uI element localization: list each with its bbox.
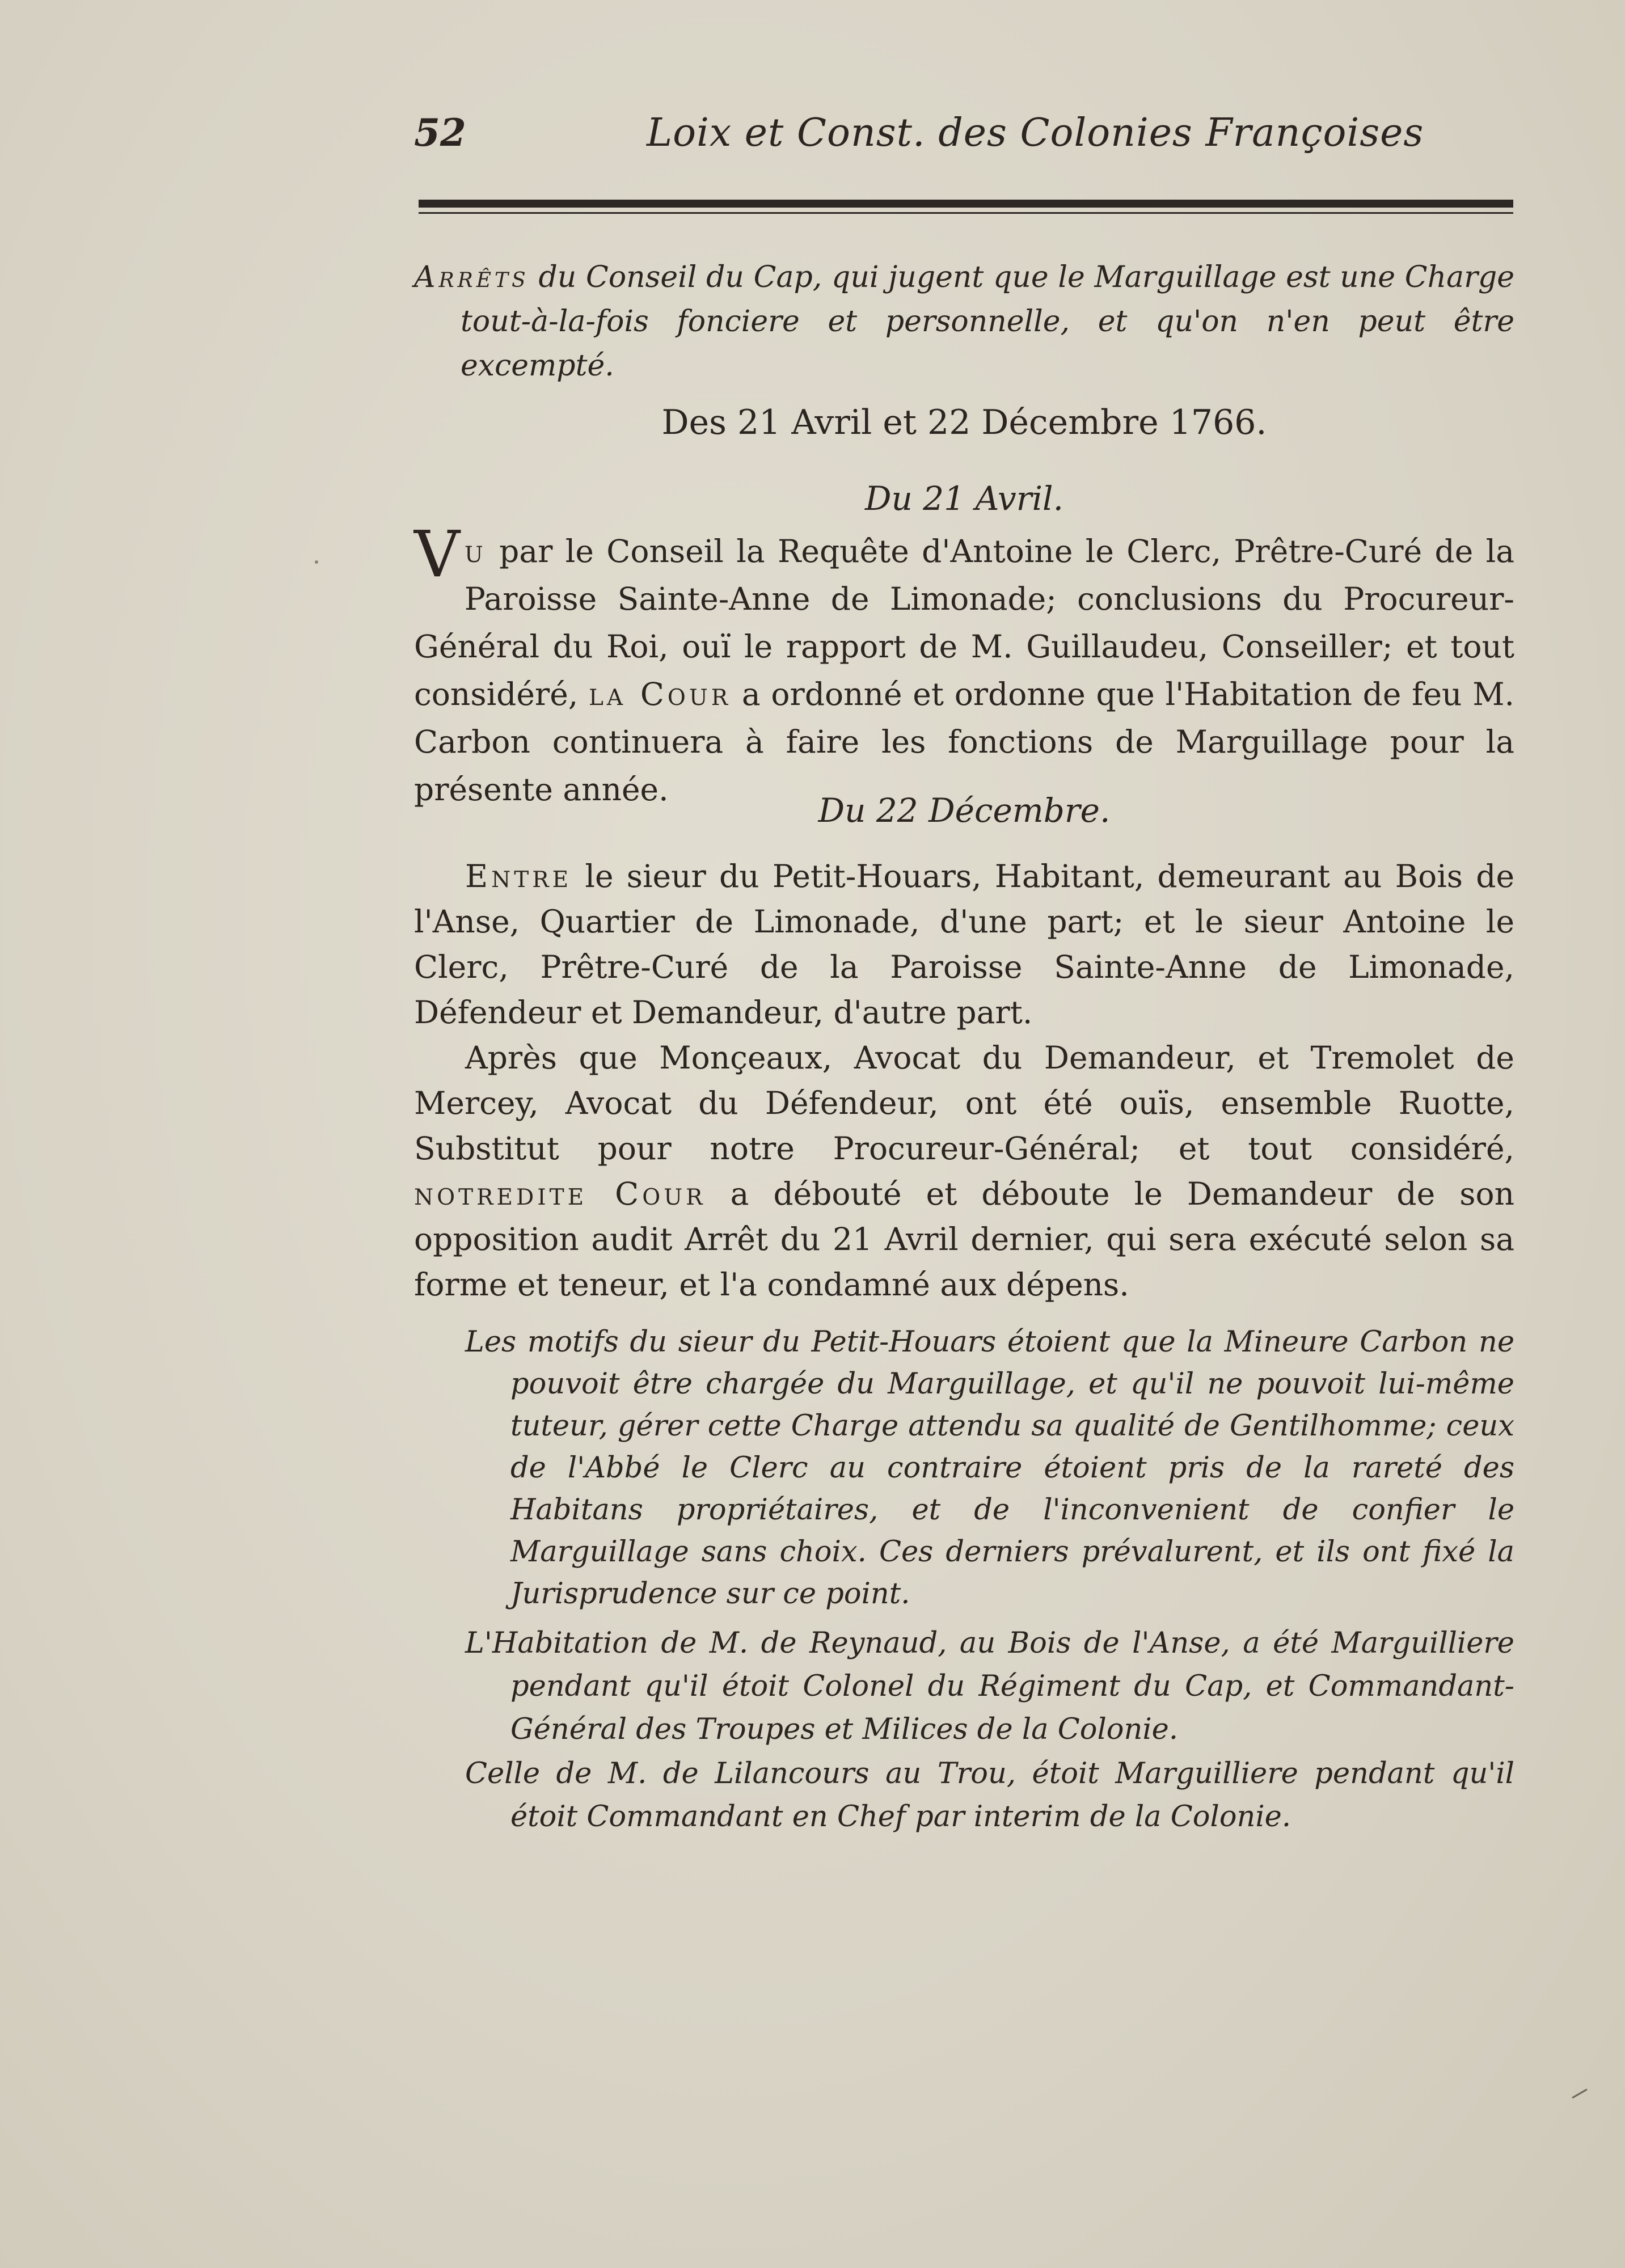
margin-pencil-mark [1572, 2089, 1587, 2099]
section-2-lead-word: Entre [465, 858, 572, 894]
running-title: Loix et Const. des Colonies Françoises [647, 111, 1424, 155]
section-2-court: notredite Cour [414, 1176, 706, 1212]
section-2-text-2b: a débouté et déboute le Demandeur de son opposition audit Arrêt du 21 Avril dernier, qui sera exécuté selon sa forme et teneur, et l'a condamné aux dépens. [414, 1176, 1515, 1303]
section-1-text-a: par le Conseil la Requête d'Antoine le Clerc, Prêtre-Curé de la Paroisse Sainte-Anne de Limonade; conclusions du Procureur-Général du Roi, ouï le rapport de M. Guillaudeu, Conseiller; et tout considéré, [414, 533, 1515, 712]
section-2-text-2a: Après que Monçeaux, Avocat du Demandeur, et Tremolet de Mercey, Avocat du Défendeur, ont été ouïs, ensemble Ruotte, Substitut pour notre Procureur-Général; et tout considéré, [414, 1040, 1514, 1167]
note-3: Celle de M. de Lilancours au Trou, étoit Marguilliere pendant qu'il étoit Commandant en Chef par interim de la Colonie. [465, 1757, 1514, 1834]
section-2-heading: Du 22 Décembre. [818, 791, 1111, 830]
margin-dot [315, 560, 318, 564]
section-1-court: la Cour [589, 676, 732, 712]
section-2-para-1 [414, 854, 1514, 1035]
note-2: L'Habitation de M. de Reynaud, au Bois de l'Anse, a été Marguilliere pendant qu'il étoit Colonel du Régiment du Cap, et Commandant-Général des Troupes et Milices de la Colonie. [465, 1627, 1514, 1746]
title-dates: Des 21 Avril et 22 Décembre 1766. [661, 403, 1267, 442]
section-1-heading: Du 21 Avril. [864, 479, 1064, 518]
arret-title [414, 255, 1514, 388]
page-number: 52 [414, 111, 466, 155]
header-rule-thin [419, 212, 1513, 214]
header-rule-thick [419, 200, 1513, 208]
title-lead-word: Arrêts [414, 260, 529, 294]
page-header [414, 111, 1526, 167]
note-1: Les motifs du sieur du Petit-Houars étoient que la Mineure Carbon ne pouvoit être chargée du Marguillage, et qu'il ne pouvoit lui-même tuteur, gérer cette Charge attendu sa qualité de Gentilhomme; ceux de l'Abbé le Clerc au contraire étoient pris de la rareté des Habitans propriétaires, et de l'inconvenient de confier le Marguillage sans choix. Ces derniers prévalurent, et ils ont fixé la Jurisprudence sur ce point. [465, 1325, 1514, 1611]
dropcap-rest: u [464, 533, 487, 569]
title-text: du Conseil du Cap, qui jugent que le Marguillage est une Charge tout-à-la-fois fonciere et personnelle, et qu'on n'en peut être excempté. [461, 260, 1515, 383]
section-2-text-1: le sieur du Petit-Houars, Habitant, demeurant au Bois de l'Anse, Quartier de Limonade, d'une part; et le sieur Antoine le Clerc, Prêtre-Curé de la Paroisse Sainte-Anne de Limonade, Défendeur et Demandeur, d'autre part. [414, 858, 1515, 1030]
section-1-text-b: a ordonné et ordonne que l'Habitation de feu M. Carbon continuera à faire les fonctions de Marguillage pour la présente année. [414, 676, 1515, 808]
section-1-body [414, 518, 1515, 813]
section-2-para-2 [414, 1035, 1514, 1307]
dropcap-letter: V [414, 518, 460, 592]
